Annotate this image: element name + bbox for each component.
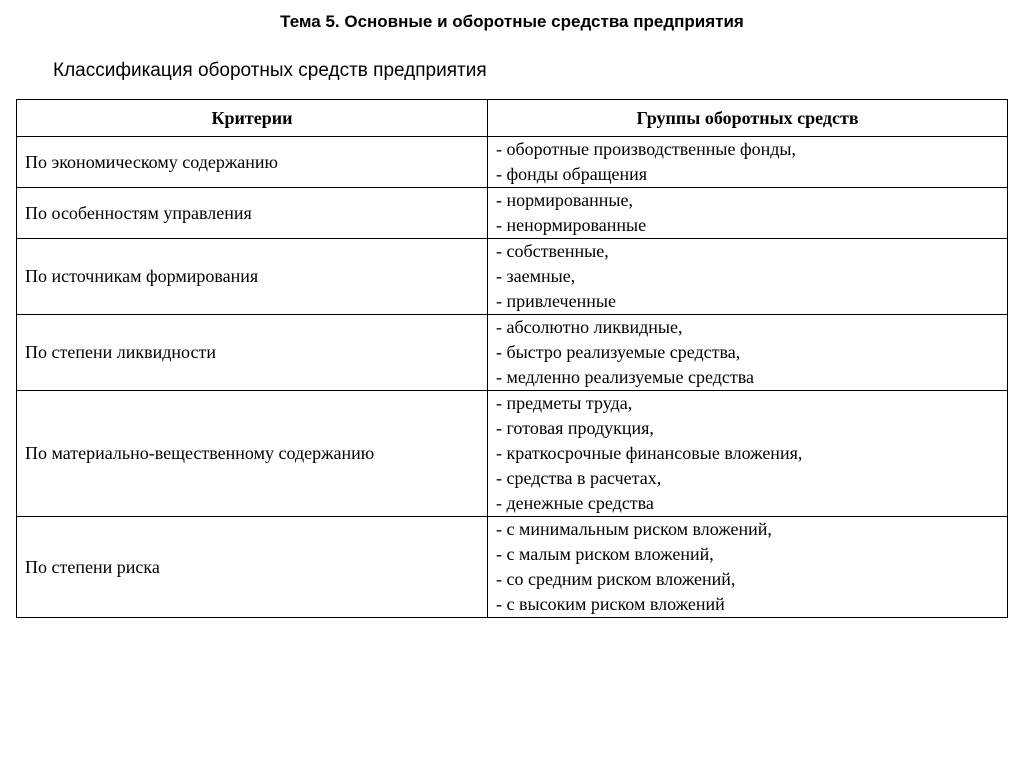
table-row: [17, 315, 1008, 391]
column-header-criteria: Критерии: [17, 100, 488, 137]
group-item: - средства в расчетах,: [496, 468, 662, 488]
group-item: - привлеченные: [496, 291, 616, 311]
groups-cell: [488, 137, 1008, 188]
group-item: - денежные средства: [496, 493, 654, 513]
table-row: [17, 188, 1008, 239]
group-item: - с минимальным риском вложений,: [496, 519, 772, 539]
page-subtitle: Классификация оборотных средств предприятия: [53, 60, 487, 81]
group-item: - с высоким риском вложений: [496, 594, 725, 614]
groups-cell: [488, 517, 1008, 618]
group-item: - со средним риском вложений,: [496, 569, 736, 589]
table-row: [17, 137, 1008, 188]
group-item: - нормированные,: [496, 190, 633, 210]
column-header-groups: Группы оборотных средств: [488, 100, 1008, 137]
group-item: - собственные,: [496, 241, 609, 261]
groups-cell: [488, 188, 1008, 239]
classification-table: [16, 99, 1008, 618]
group-item: - оборотные производственные фонды,: [496, 139, 797, 159]
criterion-cell: По степени риска: [17, 517, 488, 618]
groups-cell: [488, 239, 1008, 315]
table-row: [17, 391, 1008, 517]
group-item: - с малым риском вложений,: [496, 544, 714, 564]
criterion-cell: По материально-вещественному содержанию: [17, 391, 488, 517]
group-item: - быстро реализуемые средства,: [496, 342, 741, 362]
groups-cell: [488, 391, 1008, 517]
group-item: - краткосрочные финансовые вложения,: [496, 443, 803, 463]
criterion-cell: По экономическому содержанию: [17, 137, 488, 188]
table-row: [17, 239, 1008, 315]
group-item: - заемные,: [496, 266, 576, 286]
criterion-cell: По особенностям управления: [17, 188, 488, 239]
table-row: [17, 517, 1008, 618]
group-item: - медленно реализуемые средства: [496, 367, 754, 387]
criterion-cell: По степени ликвидности: [17, 315, 488, 391]
group-item: - абсолютно ликвидные,: [496, 317, 683, 337]
topic-title: Тема 5. Основные и оборотные средства предприятия: [280, 12, 744, 31]
table-header-row: [17, 100, 1008, 137]
group-item: - предметы труда,: [496, 393, 633, 413]
group-item: - готовая продукция,: [496, 418, 654, 438]
groups-cell: [488, 315, 1008, 391]
group-item: - ненормированные: [496, 215, 647, 235]
group-item: - фонды обращения: [496, 164, 648, 184]
criterion-cell: По источникам формирования: [17, 239, 488, 315]
